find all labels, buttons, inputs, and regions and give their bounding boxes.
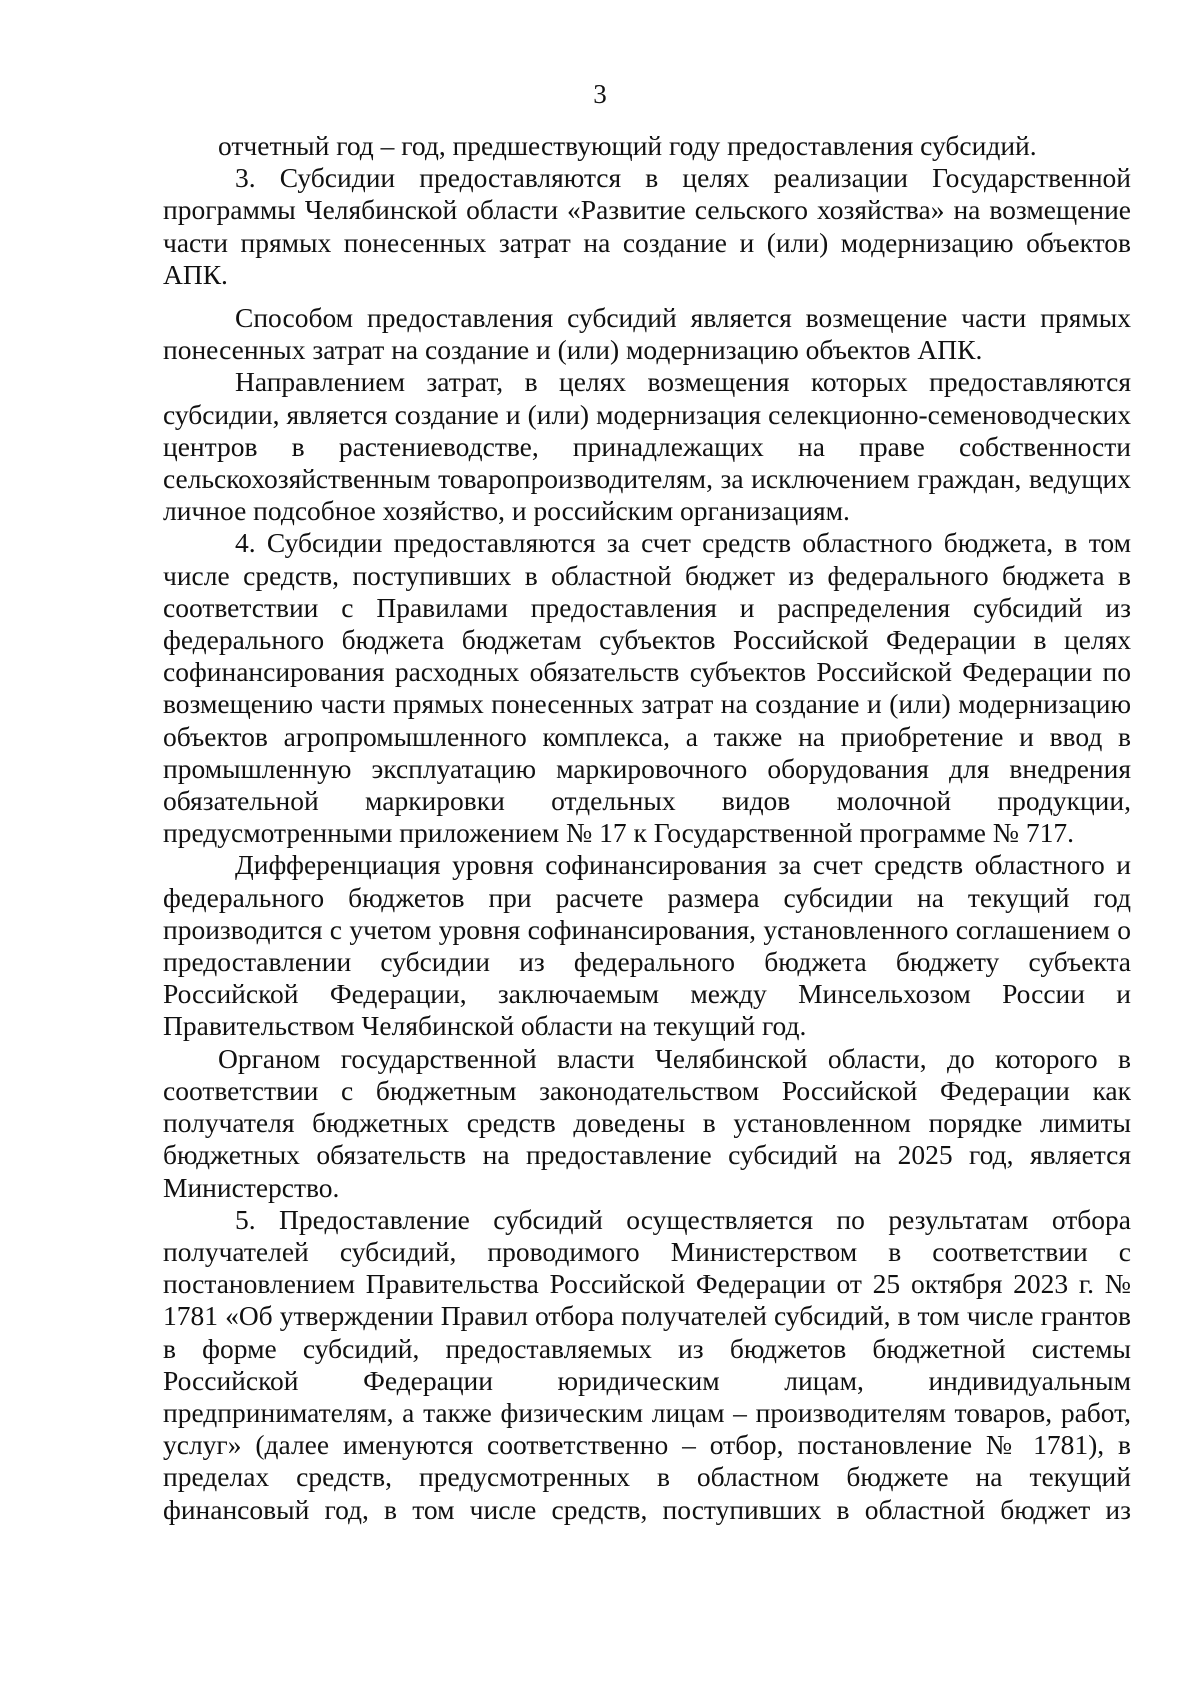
paragraph-item-4: 4. Субсидии предоставляются за счет средств областного бюджета, в том числе средств, поступивших в областной бюджет из федерального бюджета в соответствии с Правилами предоставления и распределения субсидий из федерального бюджета бюджетам субъектов Российской Федерации в целях софинансирования расходных обязательств субъектов Российской Федерации по возмещению части прямых понесенных затрат на создание и (или) модернизацию объектов агропромышленного комплекса, а также на приобретение и ввод в промышленную эксплуатацию маркировочного оборудования для внедрения обязательной маркировки отдельных видов молочной продукции, предусмотренными приложением № 17 к Государственной программе № 717. <box>163 527 1131 849</box>
paragraph-authority: Органом государственной власти Челябинской области, до которого в соответствии с бюджетным законодательством Российской Федерации как получателя бюджетных средств доведены в установленном порядке лимиты бюджетных обязательств на предоставление субсидий на 2025 год, является Министерство. <box>163 1042 1131 1203</box>
paragraph-reporting-year: отчетный год – год, предшествующий году предоставления субсидий. <box>218 130 1037 161</box>
paragraph-item-5: 5. Предоставление субсидий осуществляется по результатам отбора получателей субсидий, проводимого Министерством в соответствии с постановлением Правительства Российской Федерации от 25 октября 2023 г. № 1781 «Об утверждении Правил отбора получателей субсидий, в том числе грантов в форме субсидий, предоставляемых из бюджетов бюджетной системы Российской Федерации юридическим лицам, индивидуальным предпринимателям, а также физическим лицам – производителям товаров, работ, услуг» (далее именуются соответственно – отбор, постановление № 1781), в пределах средств, предусмотренных в областном бюджете на текущий финансовый год, в том числе средств, поступивших в областной бюджет из <box>163 1203 1131 1525</box>
paragraph-item-3: 3. Субсидии предоставляются в целях реализации Государственной программы Челябинской области «Развитие сельского хозяйства» на возмещение части прямых понесенных затрат на создание и (или) модернизацию объектов АПК. <box>163 162 1131 290</box>
document-body <box>163 130 1131 1526</box>
paragraph-cofinancing: Дифференциация уровня софинансирования за счет средств областного и федерального бюджетов при расчете размера субсидии на текущий год производится с учетом уровня софинансирования, установленного соглашением о предоставлении субсидии из федерального бюджета бюджету субъекта Российской Федерации, заключаемым между Минсельхозом России и Правительством Челябинской области на текущий год. <box>163 849 1131 1042</box>
paragraph-method: Способом предоставления субсидий является возмещение части прямых понесенных затрат на создание и (или) модернизацию объектов АПК. <box>163 302 1131 366</box>
paragraph-cost-direction: Направлением затрат, в целях возмещения которых предоставляются субсидии, является создание и (или) модернизация селекционно-семеноводческих центров в растениеводстве, принадлежащих на праве собственности сельскохозяйственным товаропроизводителям, за исключением граждан, ведущих личное подсобное хозяйство, и российским организациям. <box>163 366 1131 527</box>
page-number: 3 <box>593 79 607 109</box>
